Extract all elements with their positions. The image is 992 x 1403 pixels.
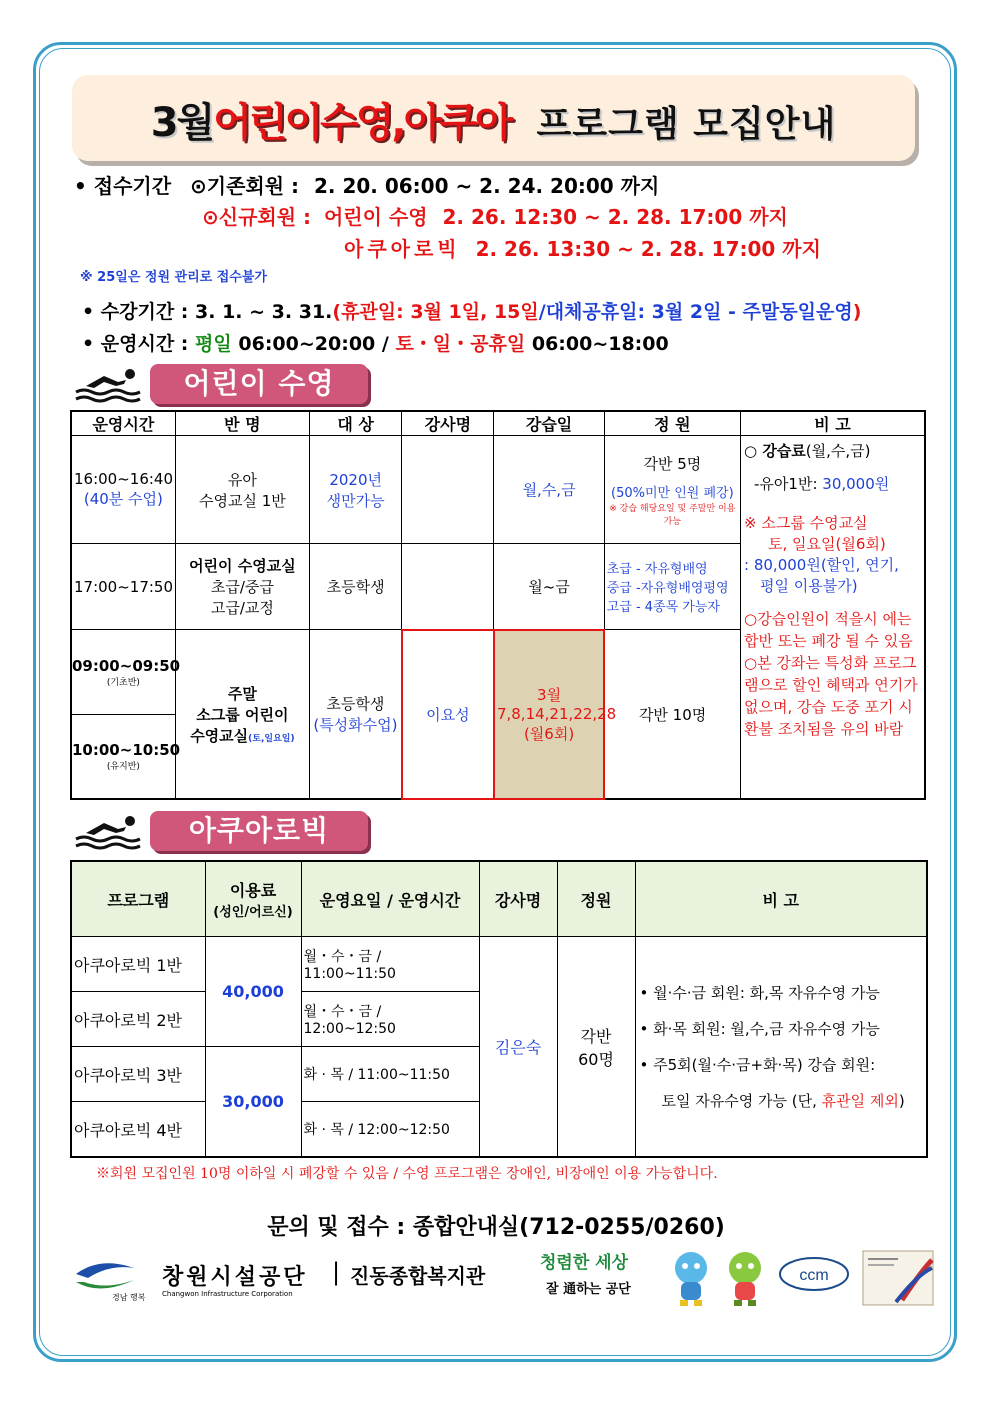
row1-capacity-value: 각반 5명	[643, 454, 702, 473]
row1-days: 월,수,금	[494, 436, 604, 544]
closed-days: (휴관일: 3월 1일, 15일	[332, 301, 539, 323]
registration-new-kids	[202, 201, 788, 230]
row3-target	[310, 630, 402, 800]
title-banner	[72, 75, 915, 161]
aqua-header-row	[71, 861, 927, 937]
logo-divider: |	[332, 1258, 341, 1286]
row2-cap-3: 고급 - 4종목 가능자	[606, 600, 720, 615]
row2-instructor	[402, 544, 494, 630]
existing-label: ⊙기존회원 :	[190, 174, 299, 198]
row3-class-1: 주말	[227, 684, 257, 703]
notice-2: ○본 강좌는 특성화 프로그램으로 할인 혜택과 연기가 없으며, 강습 도중 포기 시 환불 조치됨을 유의 바람	[744, 654, 918, 738]
aqua-remark-2: • 화·목 회원: 월,수,금 자유수영 가능	[639, 1019, 880, 1038]
existing-period: 2. 20. 06:00 ~ 2. 24. 20:00 까지	[313, 174, 660, 198]
weekend-label: 토・일・공휴일	[395, 333, 526, 355]
registration-existing: • 접수기간 ⊙기존회원 : 2. 20. 06:00 ~ 2. 24. 20:00 까지	[74, 174, 660, 198]
certification-logo-icon	[862, 1250, 934, 1306]
row3-days-3: (월6회)	[523, 725, 575, 744]
kids-section-title: 어린이 수영	[150, 364, 368, 404]
row1-time	[71, 436, 175, 544]
row3-time-b-note: (유지반)	[106, 762, 140, 772]
close-paren: )	[852, 301, 862, 323]
row1-capacity-note2: ※ 강습 해당요일 및 주말만 이용가능	[609, 503, 736, 527]
col-fee-sub: (성인/어르신)	[213, 905, 293, 920]
new-kids-name: 어린이 수영	[323, 205, 428, 229]
footer-note: ※회원 모집인원 10명 이하일 시 폐강할 수 있음 / 수영 프로그램은 장애인, 비장애인 이용 가능합니다.	[96, 1166, 718, 1182]
row3-instructor: 이요성	[402, 630, 494, 800]
small-group-4: 평일 이용불가)	[760, 577, 858, 595]
ccm-text: ccm	[799, 1267, 829, 1284]
row1-capacity-note: (50%미만 인원 폐강)	[611, 485, 734, 501]
row3-target-note: (특성화수업)	[313, 716, 398, 734]
aqua-remark-4b: 휴관일 제외	[821, 1091, 899, 1110]
contact-info: 문의 및 접수 : 종합안내실(712-0255/0260)	[267, 1215, 725, 1240]
table-row	[71, 436, 925, 544]
row1-target: 2020년 생만가능	[310, 436, 402, 544]
col-target: 대 상	[310, 411, 402, 436]
aqua-section-title: 아쿠아로빅	[150, 811, 368, 851]
col-days: 강습일	[494, 411, 604, 436]
row2-days: 월~금	[494, 544, 604, 630]
row2-class	[175, 544, 309, 630]
logo-small-text: 경남 행복	[112, 1293, 146, 1302]
row2-capacity	[604, 544, 740, 630]
aqua-row1-program: 아쿠아로빅 1반	[71, 937, 205, 992]
new-aqua-name: 아쿠아로빅	[344, 237, 461, 261]
small-group-2: 토, 일요일(월6회)	[768, 535, 886, 553]
aqua-row4-program: 아쿠아로빅 4반	[71, 1102, 205, 1158]
weekday-label: 평일	[195, 333, 232, 355]
col-fee	[205, 861, 301, 937]
col-time: 운영시간	[71, 411, 175, 436]
aqua-row3-program: 아쿠아로빅 3반	[71, 1047, 205, 1102]
aqua-row2-program: 아쿠아로빅 2반	[71, 992, 205, 1047]
substitute-holiday: /대체공휴일: 3월 2일 - 주말동일운영	[538, 301, 853, 323]
row3-days-1: 3월	[537, 686, 562, 705]
row3-days-2: 7,8,14,21,22,28	[496, 705, 617, 724]
row1-instructor	[402, 436, 494, 544]
aqua-row2-schedule: 월・수・금 / 12:00~12:50	[301, 992, 479, 1047]
col-instructor: 강사명	[402, 411, 494, 436]
row3-class-3: 수영교실	[190, 726, 249, 745]
small-group-1: ※ 소그룹 수영교실	[744, 514, 868, 532]
org-name: 창원시설공단	[162, 1265, 308, 1290]
aqua-remark-3: • 주5회(월·수·금+화·목) 강습 회원:	[639, 1055, 876, 1074]
row3-class	[175, 630, 309, 800]
registration-label: 접수기간	[93, 174, 172, 198]
aqua-row3-schedule: 화 · 목 / 11:00~11:50	[301, 1047, 479, 1102]
col-aqua-remarks: 비 고	[635, 861, 927, 937]
new-kids-period: 2. 26. 12:30 ~ 2. 28. 17:00 까지	[442, 205, 788, 229]
remarks-cell	[741, 436, 925, 800]
col-program: 프로그램	[71, 861, 205, 937]
course-period-label: 수강기간 :	[100, 301, 189, 323]
operating-hours: • 운영시간 : 평일 06:00~20:00 / 토・일・공휴일 06:00~18:00	[82, 333, 669, 355]
col-fee-label: 이용료	[229, 881, 277, 900]
aqua-instructor: 김은숙	[479, 937, 557, 1158]
row3-time-a-note: (기초반)	[106, 677, 140, 688]
row1-capacity	[604, 436, 740, 544]
divider-dot	[156, 1260, 160, 1264]
kids-header-row	[71, 411, 925, 436]
weekday-time: 06:00~20:00 /	[238, 333, 389, 355]
course-period: • 수강기간 : 3. 1. ~ 3. 31.(휴관일: 3월 1일, 15일/대체공휴일: 3월 2일 - 주말동일운영)	[82, 301, 862, 323]
row3-target-value: 초등학생	[326, 695, 385, 713]
row2-levels-2: 고급/교정	[210, 599, 274, 617]
slogan: 청렴한 세상	[540, 1253, 629, 1273]
aqua-fee-a: 40,000	[205, 937, 301, 1047]
aqua-table	[70, 860, 928, 1158]
fee-amount: 30,000원	[822, 475, 890, 493]
title-programs: 어린이수영,아쿠아	[213, 100, 511, 146]
aqua-remarks	[635, 937, 927, 1158]
new-aqua-period: 2. 26. 13:30 ~ 2. 28. 17:00 까지	[475, 237, 821, 261]
page-title	[72, 91, 915, 148]
title-recruit: 프로그램 모집안내	[536, 104, 837, 145]
row2-time: 17:00~17:50	[71, 544, 175, 630]
row3-class-note: (토,일요일)	[248, 733, 295, 744]
branch-name: 진동종합복지관	[350, 1264, 486, 1288]
aqua-row1-schedule: 월・수・금 / 11:00~11:50	[301, 937, 479, 992]
ccm-logo-icon	[776, 1256, 852, 1300]
aqua-row4-schedule: 화 · 목 / 12:00~12:50	[301, 1102, 479, 1158]
col-remarks: 비 고	[741, 411, 925, 436]
aqua-remark-4c: )	[898, 1091, 905, 1110]
row3-days	[494, 630, 617, 800]
aqua-fee-b: 30,000	[205, 1047, 301, 1158]
col-aqua-capacity: 정원	[557, 861, 635, 937]
registration-note: ※ 25일은 정원 관리로 접수불가	[80, 270, 267, 285]
course-period-value: 3. 1. ~ 3. 31.	[195, 301, 333, 323]
row3-time-a: 09:00~09:50	[72, 656, 181, 675]
aqua-capacity: 각반 60명	[557, 937, 635, 1158]
kids-swim-table	[70, 410, 926, 800]
row2-levels-1: 초급/중급	[210, 578, 274, 596]
row3-time-b: 10:00~10:50	[72, 741, 181, 759]
col-aqua-instructor: 강사명	[479, 861, 557, 937]
row1-time-note: (40분 수업)	[83, 490, 163, 508]
weekend-time: 06:00~18:00	[531, 333, 669, 355]
registration-new-aqua	[344, 233, 821, 262]
col-schedule: 운영요일 / 운영시간	[301, 861, 479, 937]
col-capacity: 정 원	[604, 411, 740, 436]
new-label: ⊙신규회원 :	[202, 205, 311, 229]
hours-label: 운영시간 :	[100, 333, 189, 355]
notice-1: ○강습인원이 적을시 에는 합반 또는 폐강 될 수 있음	[744, 610, 913, 650]
swimmer-icon	[74, 364, 142, 404]
small-group-3: : 80,000원(할인, 연기,	[744, 556, 899, 574]
row2-cap-2: 중급 -자유형배영평영	[606, 581, 729, 596]
swimmer-icon	[74, 811, 142, 851]
row3-time	[71, 630, 181, 800]
row1-time-value: 16:00~16:40	[74, 470, 174, 488]
row2-target: 초등학생	[310, 544, 402, 630]
fee-title: ○ 강습료	[744, 442, 806, 460]
fee-line: -유아1반:	[754, 475, 818, 493]
aqua-remark-1: • 월·수·금 회원: 화,목 자유수영 가능	[639, 983, 880, 1002]
org-name-en: Changwon Infrastructure Corporation	[162, 1290, 293, 1298]
fee-days: (월,수,금)	[805, 442, 871, 460]
row2-cap-1: 초급 - 자유형배영	[606, 562, 708, 577]
mascot-green-icon	[720, 1248, 770, 1308]
logo-bar	[70, 1248, 940, 1312]
aqua-remark-4a: 토일 자유수영 가능 (단,	[661, 1091, 817, 1110]
slogan-2: 잘 通하는 공단	[546, 1282, 631, 1297]
row3-class-2: 소그룹 어린이	[196, 705, 289, 724]
row2-class-title: 어린이 수영교실	[189, 557, 296, 575]
mascot-blue-icon	[666, 1248, 716, 1308]
row1-class: 유아 수영교실 1반	[175, 436, 309, 544]
row3-capacity: 각반 10명	[604, 630, 740, 800]
table-row	[71, 937, 927, 992]
title-month: 3월	[150, 100, 214, 146]
col-class: 반 명	[175, 411, 309, 436]
